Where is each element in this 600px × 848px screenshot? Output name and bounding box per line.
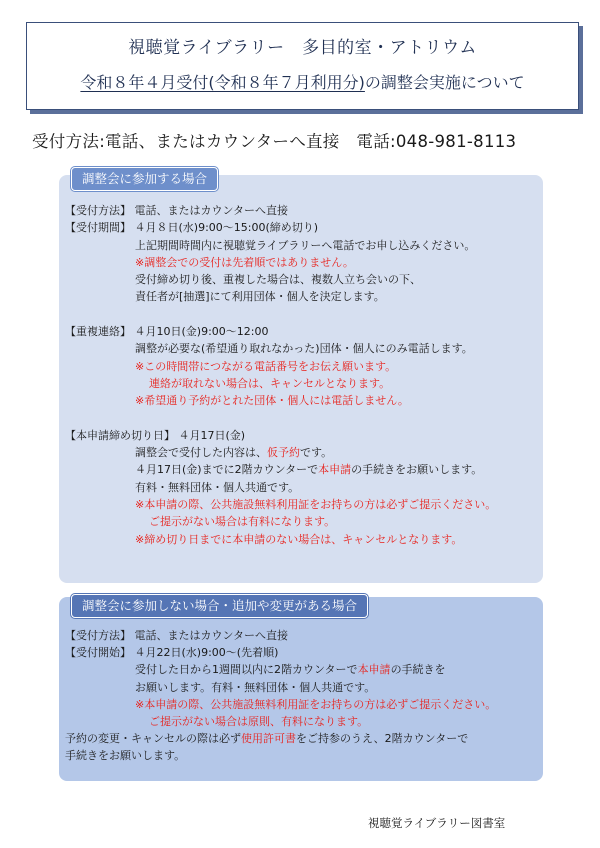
section-not-attend-body [65, 627, 539, 765]
application-keyword: 本申請 [357, 663, 391, 677]
text-line: 予約の変更・キャンセルの際は必ず使用許可書をご持参のうえ、2階カウンターで [65, 732, 469, 746]
page-subtitle [27, 70, 578, 93]
text-line: 【受付期間】 ４月８日(水)9:00～15:00(締め切り) [65, 221, 319, 235]
text-line: 調整が必要な(希望通り取れなかった)団体・個人にのみ電話します。 [135, 342, 473, 356]
text-line: 調整会で受付した内容は、仮予約です。 [135, 446, 333, 460]
text-line: 手続きをお願いします。 [65, 749, 186, 763]
section-not-attend-tab: 調整会に参加しない場合・追加や変更がある場合 [71, 594, 368, 618]
notice-line: ※本申請の際、公共施設無料利用証をお持ちの方は必ずご提示ください。 [135, 697, 497, 711]
permit-keyword: 使用許可書 [241, 732, 296, 746]
text-line: 【本申請締め切り日】 ４月17日(金) [65, 428, 246, 442]
application-keyword: 本申請 [318, 463, 352, 477]
text-line: ４月17日(金)までに2階カウンターで本申請の手続きをお願いします。 [135, 463, 483, 477]
section-attend-panel [59, 171, 543, 583]
text-line: 上記期間時間内に視聴覚ライブラリーへ電話でお申し込みください。 [135, 238, 476, 252]
notice-line: 連絡が取れない場合は、キャンセルとなります。 [149, 376, 391, 390]
text-line: 【重複連絡】 ４月10日(金)9:00～12:00 [65, 325, 269, 339]
text-line: 受付締め切り後、重複した場合は、複数人立ち会いの下、 [135, 273, 421, 287]
notice-line: ※希望通り予約がとれた団体・個人には電話しません。 [135, 394, 409, 408]
notice-line: ※この時間帯につながる電話番号をお伝え願います。 [135, 359, 397, 373]
subtitle-underlined: 令和８年４月受付(令和８年７月利用分) [80, 73, 365, 92]
subtitle-rest: の調整会実施について [364, 73, 525, 92]
title-box [26, 22, 579, 110]
notice-line: ※調整会での受付は先着順ではありません。 [135, 255, 354, 269]
notice-line: ご提示がない場合は有料になります。 [149, 515, 336, 529]
text-line: 【受付方法】 電話、またはカウンターへ直接 [65, 629, 289, 642]
contact-line: 受付方法:電話、またはカウンターへ直接 電話:048-981-8113 [32, 132, 517, 151]
section-attend-body [65, 202, 539, 548]
page-title: 視聴覚ライブラリー 多目的室・アトリウム [128, 38, 477, 58]
text-line: 【受付開始】 ４月22日(水)9:00～(先着順) [65, 646, 279, 660]
text-line: 受付した日から1週間以内に2階カウンターで本申請の手続きを [135, 663, 446, 677]
text-line: お願いします。有料・無料団体・個人共通です。 [135, 680, 376, 694]
text-line: 【受付方法】 電話、またはカウンターへ直接 [65, 204, 289, 217]
footer-org-name: 視聴覚ライブラリー図書室 [368, 816, 506, 830]
notice-line: ※締め切り日までに本申請のない場合は、キャンセルとなります。 [135, 532, 463, 546]
section-not-attend-panel [59, 597, 543, 781]
text-line: 責任者が[抽選]にて利用団体・個人を決定します。 [135, 290, 385, 304]
notice-line: ※本申請の際、公共施設無料利用証をお持ちの方は必ずご提示ください。 [135, 498, 497, 512]
notice-line: ご提示がない場合は原則、有料になります。 [149, 715, 369, 729]
provisional-keyword: 仮予約 [267, 446, 300, 460]
section-attend-tab: 調整会に参加する場合 [71, 167, 218, 191]
text-line: 有料・無料団体・個人共通です。 [135, 480, 300, 494]
